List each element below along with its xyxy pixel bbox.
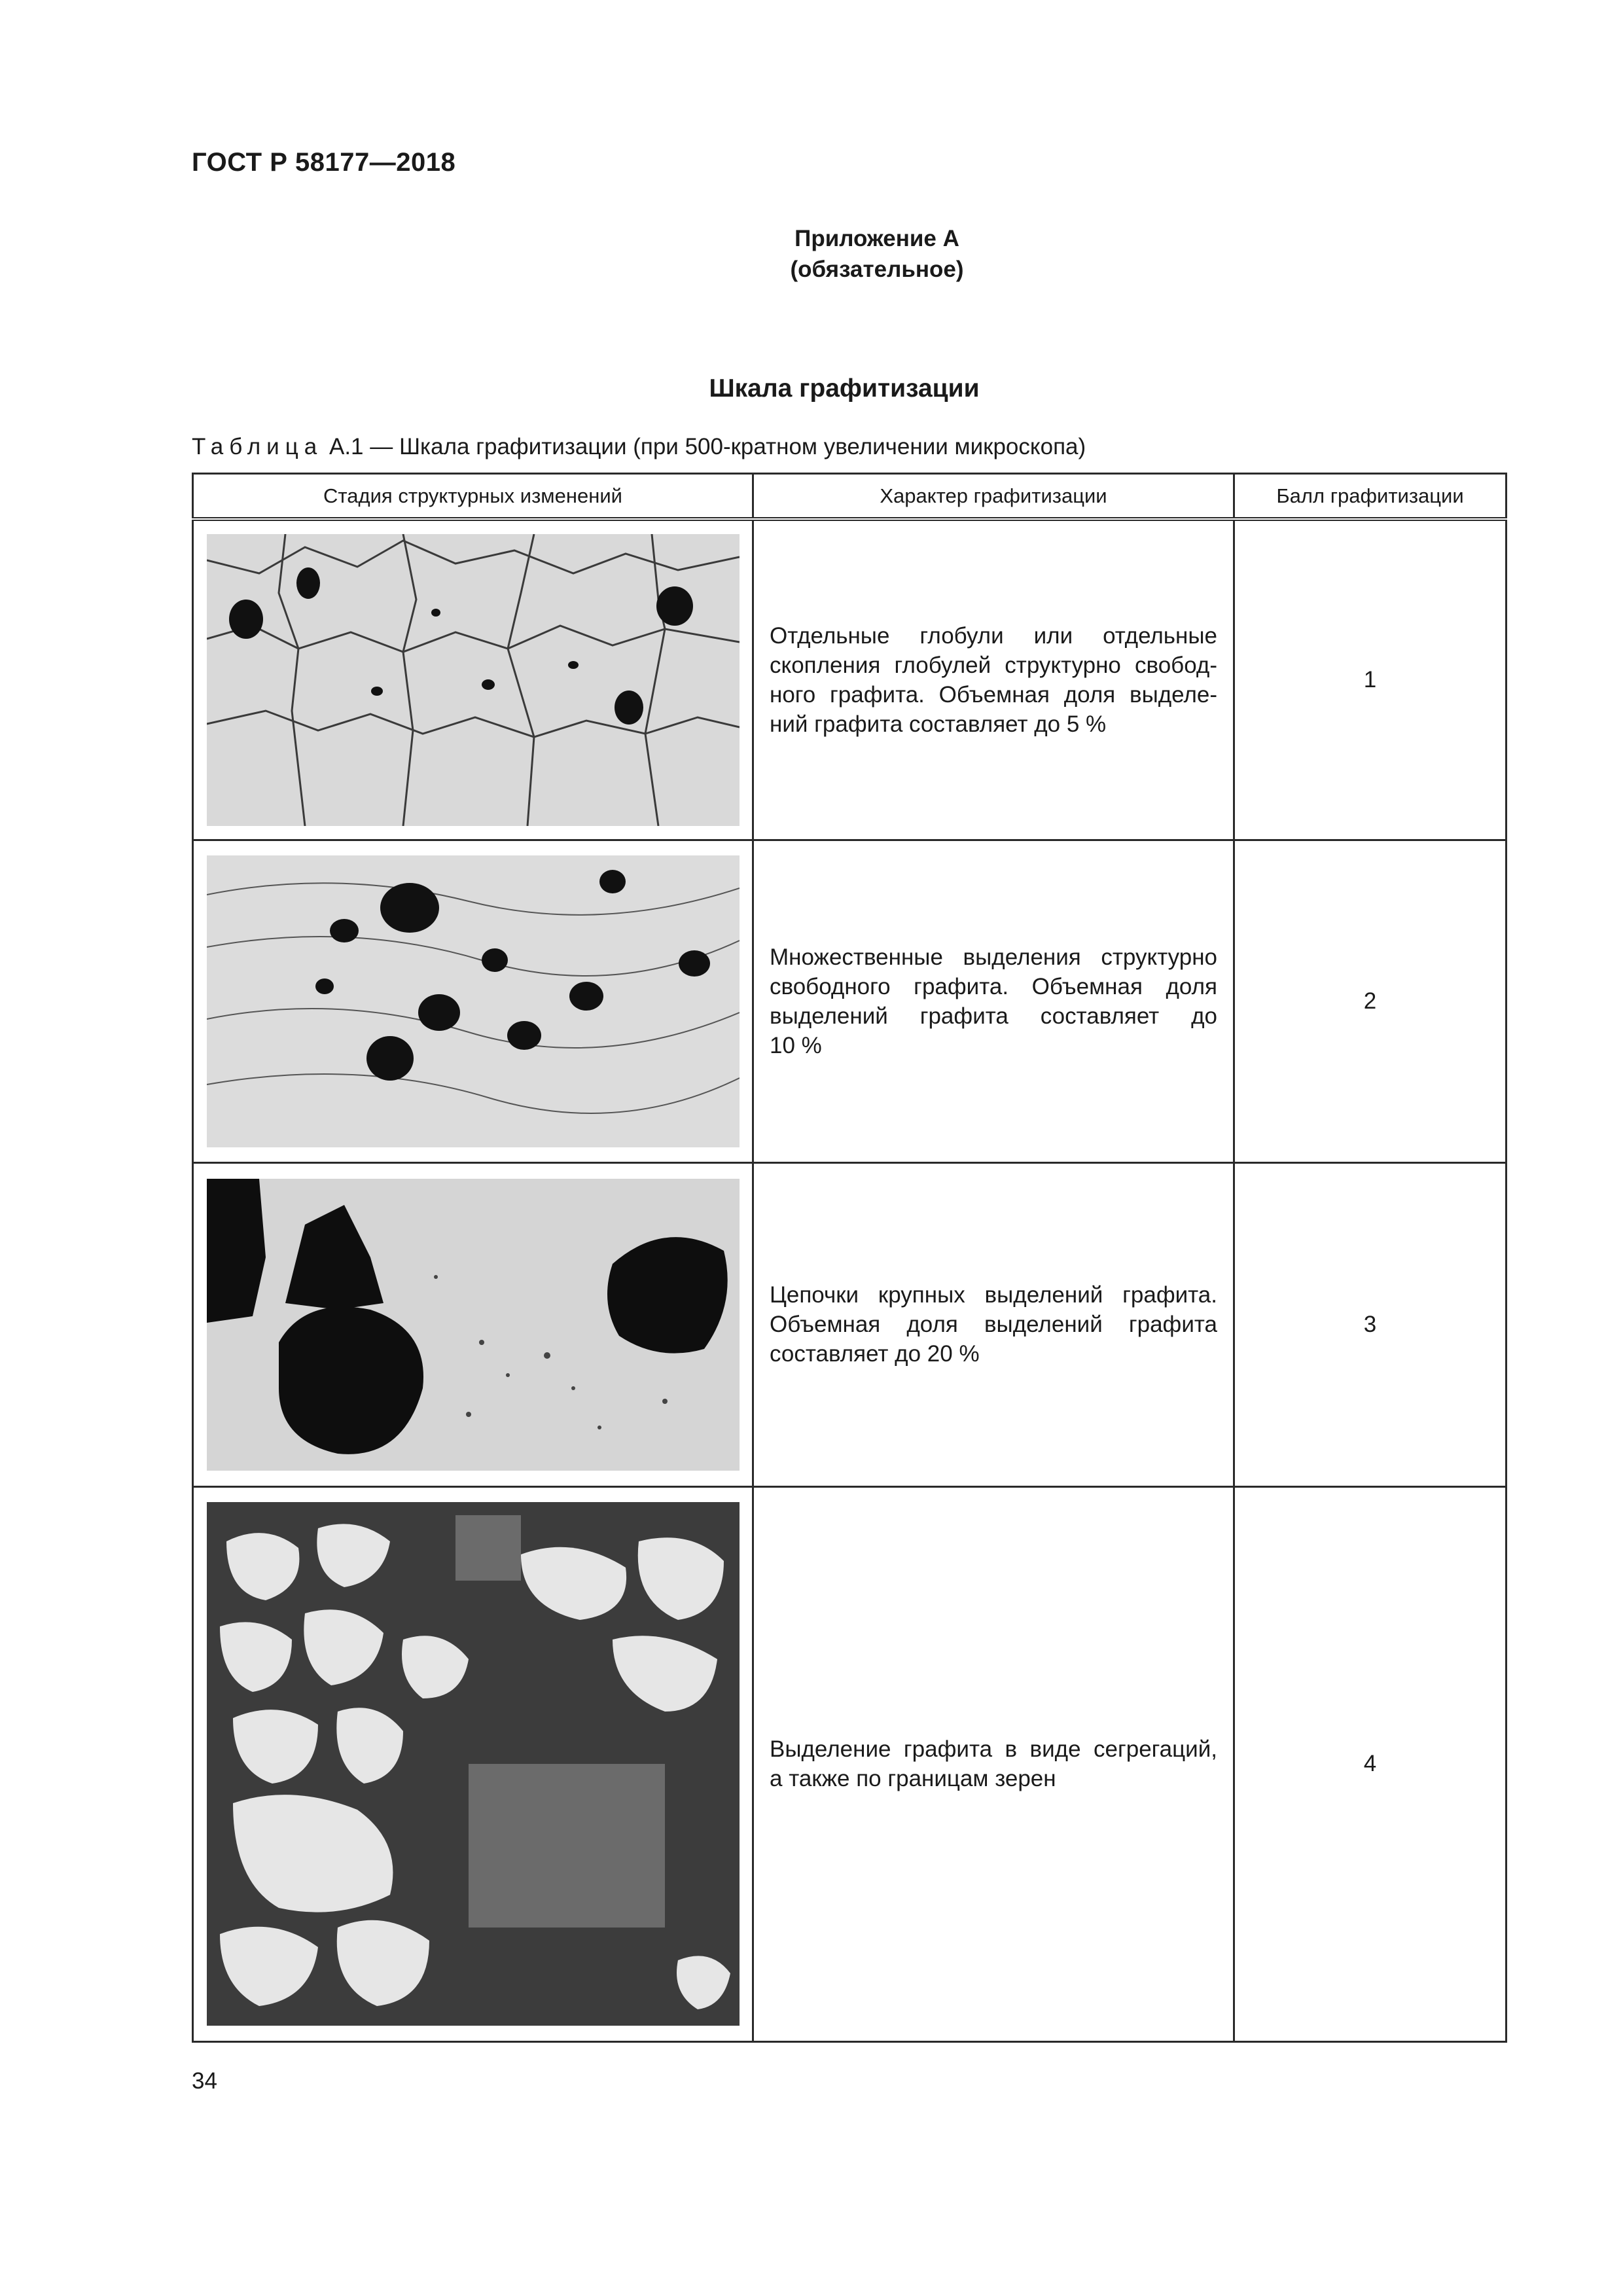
appendix-status: (обязательное) <box>790 257 964 282</box>
score-cell: 4 <box>1234 1486 1507 2041</box>
description-line: 10 % <box>770 1032 822 1058</box>
document-id: ГОСТ Р 58177—2018 <box>192 148 456 177</box>
graphitization-table <box>192 473 1507 2043</box>
section-title: Шкала графитизации <box>709 374 980 403</box>
score-cell: 2 <box>1234 840 1507 1162</box>
page-number: 34 <box>192 2068 217 2094</box>
description-line: а также по границам зерен <box>770 1766 1056 1791</box>
stage-image-cell <box>193 1162 753 1486</box>
description-line: свободного графита. Объемная доля <box>770 973 1217 999</box>
header-stage: Стадия структурных изменений <box>193 474 753 520</box>
micrograph-stage-3 <box>207 1179 740 1471</box>
table-caption-prefix: Таблица <box>192 434 323 459</box>
description-line: Отдельные глобули или отдельные <box>770 622 1217 649</box>
stage-image-cell <box>193 840 753 1162</box>
score-cell: 1 <box>1234 519 1507 840</box>
table-row <box>193 840 1507 1162</box>
description-line: ного графита. Объемная доля выделе- <box>770 681 1217 708</box>
description-cell <box>753 840 1234 1162</box>
description-line: Множественные выделения структурно <box>770 944 1217 970</box>
description-line: ний графита составляет до 5 % <box>770 711 1107 737</box>
micrograph-stage-1 <box>207 534 740 826</box>
description-cell <box>753 519 1234 840</box>
header-character: Характер графитизации <box>753 474 1234 520</box>
table-row <box>193 1162 1507 1486</box>
table-caption-text: — Шкала графитизации (при 500-кратном увеличении микроскопа) <box>370 434 1086 459</box>
micrograph-stage-4 <box>207 1502 740 2026</box>
stage-image-cell <box>193 1486 753 2041</box>
description-line: Цепочки крупных выделений графита. <box>770 1282 1217 1308</box>
score-cell: 3 <box>1234 1162 1507 1486</box>
description-cell <box>753 1486 1234 2041</box>
description-line: составляет до 20 % <box>770 1341 980 1367</box>
appendix-title: Приложение А <box>794 226 959 251</box>
table-caption <box>192 434 1086 460</box>
description-line: выделений графита составляет до <box>770 1003 1217 1029</box>
description-cell <box>753 1162 1234 1486</box>
header-score: Балл графитизации <box>1234 474 1507 520</box>
micrograph-stage-2 <box>207 855 740 1147</box>
description-line: Выделение графита в виде сегрегаций, <box>770 1736 1217 1762</box>
description-line: Объемная доля выделений графита <box>770 1312 1217 1337</box>
description-line: скопления глобулей структурно свобод- <box>770 652 1217 678</box>
table-row <box>193 519 1507 840</box>
table-header-row <box>193 474 1507 520</box>
stage-image-cell <box>193 519 753 840</box>
table-row <box>193 1486 1507 2041</box>
table-caption-number: А.1 <box>329 434 364 459</box>
